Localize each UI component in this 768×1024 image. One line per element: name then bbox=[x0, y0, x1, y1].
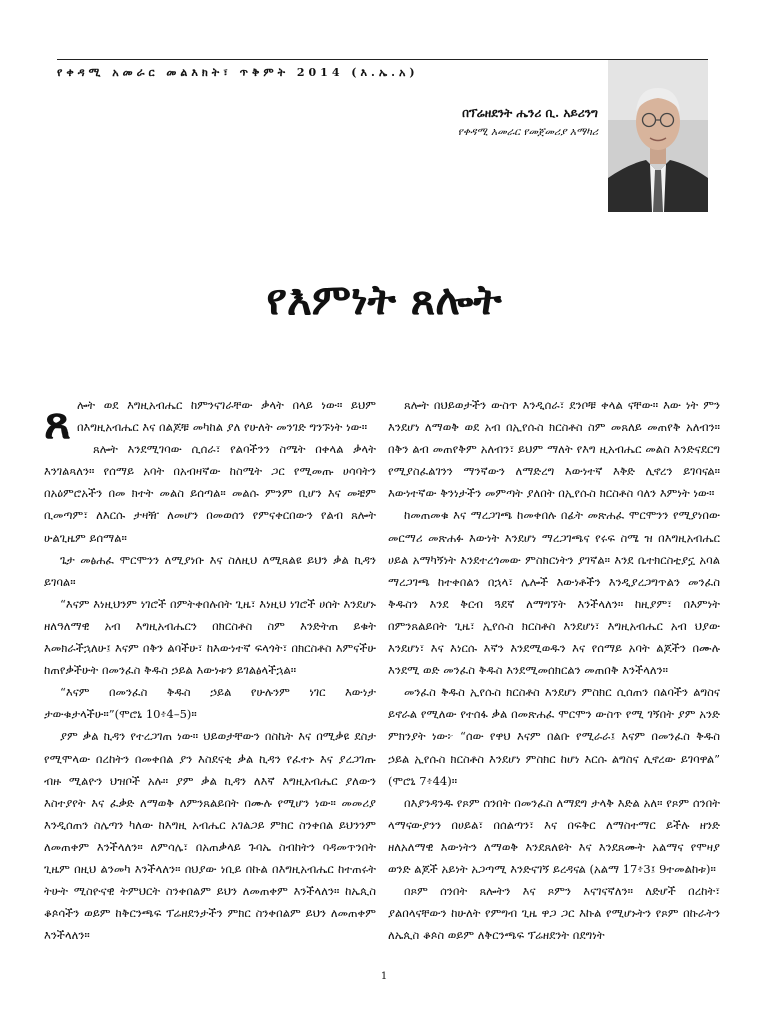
scripture-quote: “እናም በመንፈስ ቅዱስ ኃይል የሁሉንም ነገር እውነታ ታውቁታላችሁ።”(ሞሮኒ 10፥4–5)። bbox=[44, 685, 376, 722]
paragraph: ጌታ መፅሐፈ ሞርሞንን ለሚያነቡ እና ስለዚህ ለሚጸልዩ ይህን ቃል ኪዳን ይገባል። bbox=[44, 552, 376, 589]
paragraph: በእያንዳንዱ የጾም ሰንበት በመንፈስ ለማደግ ታላቅ እድል አለ። የጾም ሰንበት ላማናውያንን በሀይል፣ በሰልጣን፣ እና በፍቅር ለማስተማር ይችሉ ዘንድ ዘለአለማዊ እውነትን ለማወቅ እንደጸለዩት እና እንደጸሙት አልማና የሞዛያ ወንድ ልጆች አይነት አጋጣሚ እንድናገኝ ይረዳናል (አልማ 17፥3፤ 9ተመልከቱ)። bbox=[388, 795, 720, 876]
paragraph bbox=[44, 394, 376, 449]
author-photo bbox=[608, 60, 708, 212]
paragraph: ጸሎት እንደሚገባው ሲሰራ፣ የልባችንን ስሜት በቀላል ቃላት እንገልጻለን። የሰማይ አባት በአብዛኛው ከስሜት ጋር የሚመጡ ሀሳባትን በአዕምሮአችን በመ ክተት መልስ ይሰጣል። መልሱ ምንም ቢሆን እና መቼም ቢመጣም፣ ለእርሱ ታዛዥ ለመሆን በመወሰን የምናቀርበውን የልብ ጸሎት ሁልጊዜም ይሰማል። bbox=[44, 442, 376, 545]
magazine-header: የቀዳሚ አመራር መልእክት፣ ጥቅምት 2014 (እ.ኤ.አ) bbox=[57, 66, 419, 79]
author-portrait bbox=[608, 60, 708, 212]
left-column bbox=[44, 394, 376, 946]
paragraph-text: ሎት ወደ እግዚአብሔር ከምንናገራቸው ቃላት በላይ ነው። ይህም በእግዚአብሔር እና በልጆቹ መካከል ያለ የሁለት መንገድ ግንኙነት ነው። bbox=[76, 398, 376, 435]
paragraph: ከመጠመቁ እና ማረጋገጫ ከመቀበሉ በፊት መጽሐፈ ሞርሞንን የሚያነበው መርማሪ መጽሐፉ እውነት እንደሆነ ማረጋገጫና የሩፍ ስሜ ዝ በእግዚአብሔር ሀይል አማካኝነት እንደተረጎመው ምስክርነትን ያገኛል። እንደ ቤተክርስቲያኗ አባል ማረጋገጫ ከተቀበልን በኋላ፣ ሌሎች እውነቶችን እንዲያረጋግጥልን መንፈስ ቅዱስን እንደ ቅርብ ጓደኛ ለማግኘት እንችላለን። ከዚያም፣ በእምነት በምንጸልይበት ጊዜ፣ ኢየሱስ ክርስቶስ እንደሆነ፣ እግዚአብሔር አብ ህያው እንደሆነ፣ እና እነርሱ እኛን እንደሚወዱን እና የሰማይ አባት ልጆችን በሙሉ እንደሚ ወድ መንፈስ ቅዱስ እንደሚመሰክርልን መጠበቅ እንችላለን። bbox=[388, 508, 720, 678]
author-title: የቀዳሚ አመራር የመጀመሪያ አማካሪ bbox=[457, 126, 598, 138]
paragraph: በጾም ሰንበት ጸሎትን እና ጾምን እናገናኛለን። ለድሆች በረከት፣ ያልበላናቸውን ከሁለት የምግብ ጊዜ ዋጋ ጋር እኩል የሚሆኑትን የጾም በኩራትን ለኤጲስ ቆጶስ ወይም ለቅርንጫፍ ፕሬዘደንት በደግነት bbox=[388, 884, 720, 943]
drop-cap: ጸ bbox=[44, 395, 71, 449]
author-name: በፕሬዘደንት ሔንሪ ቢ. አይሪንግ bbox=[462, 106, 598, 120]
scripture-quote: “እናም እነዚህንም ነገሮች በምትቀበሉበት ጊዜ፣ እነዚህ ነገሮች ሀሰት እንደሆኑ ዘለዓለማዊ አብ እግዚአብሔርን በክርስቶስ ስም እንድትጠ ይቁት እመክራችኋለሁ፤ እናም በቅን ልባችሁ፣ ከእውነተኛ ፍላጎት፣ በክርስቶስ እምናችሁ ከጠየቃችሁት በመንፈስ ቅዱስ ኃይል እውነቱን ይገልፅላችኋል። bbox=[44, 596, 376, 678]
page-number: 1 bbox=[380, 971, 388, 982]
right-column bbox=[388, 394, 720, 946]
paragraph: መንፈስ ቅዱስ ኢየሱስ ክርስቶስ እንደሆነ ምስክር ሲሰጠን በልባችን ልግስና ይኖራል የሚለው የተሰፋ ቃል በመጽሐፈ ሞርሞን ውስጥ የሚ ገኝበት ያም አንድ ምክንያት ነው፦ “ሰው የዋህ እናም በልቡ የሚራራ፤ እናም በመንፈስ ቅዱስ ኃይል ኢየሱስ ክርስቶስ እንደሆነ ምስክር ከሆነ እርሱ ልግስና ሊኖረው ይገባዋል” (ሞሮኒ 7፥44)። bbox=[388, 685, 720, 788]
article-title: የእምነት ጸሎት bbox=[266, 275, 502, 324]
paragraph: ያም ቃል ኪዳን የተረጋገጠ ነው። ህይወታቸውን በስኬት እና በሚቃዩ ደስታ የሚሞላው በረከትን በመቀበል ያን እስደናቂ ቃል ኪዳን የፈተኑ እና ያረጋገጡ ብዙ ሚልዮን ህዝቦች አሉ። ያም ቃል ኪዳን ለእኛ እግዚአብሔር ያለውን እስተያየት እና ፈቃድ ለማወቅ ለምንጸልይበት በሙሉ የሚሆን ነው። መመሪያ እንዲሰጠን ስሌጣን ካለው ከእግዚ አብሔር አገልጋይ ምክር ስንቀበል ይህንንም ለመጠቀም እንችላለን። ለምሳሌ፣ በአጠቃላይ ጉባኤ ስብከትን ባዳመጥንበት ጊዜም በዚህ ልንመካ እንችላለን። በህያው ነቢይ በኩል በእግዚአብሔር ከተጠሩት ትሁት ሚስዮናዊ ትምህርት ስንቀበልም ይህን ለመጠቀም እንችላለን። ከኤጲስ ቆጶሳችን ወይም ከቅርንጫፍ ፕሬዘደንታችን ምክር ስንቀበልም ይህን ለመጠቀም እንችላለን። bbox=[44, 729, 376, 943]
paragraph: ጸሎት በህይወታችን ውስጥ እንዲሰራ፣ ደንቦቹ ቀላል ናቸው። እው ነት ምን እንደሆነ ለማወቅ ወደ አብ በኢየሱስ ክርስቶስ ስም መጸለይ መጠየቅ አለብን። በቅን ልብ መጠየቅም አለብን፣ ይህም ማለት የእግ ዚአብሔር መልስ እንድናደርግ የሚያስፈልገንን ማንኛውን ለማድረግ እውነተኛ እቅድ ሊኖረን ይገባናል። እውነተኛው ቅንነታችን መምጣት ያለበት በኢየሱስ ክርስቶስ ባለን እምነት ነው። bbox=[388, 398, 720, 501]
